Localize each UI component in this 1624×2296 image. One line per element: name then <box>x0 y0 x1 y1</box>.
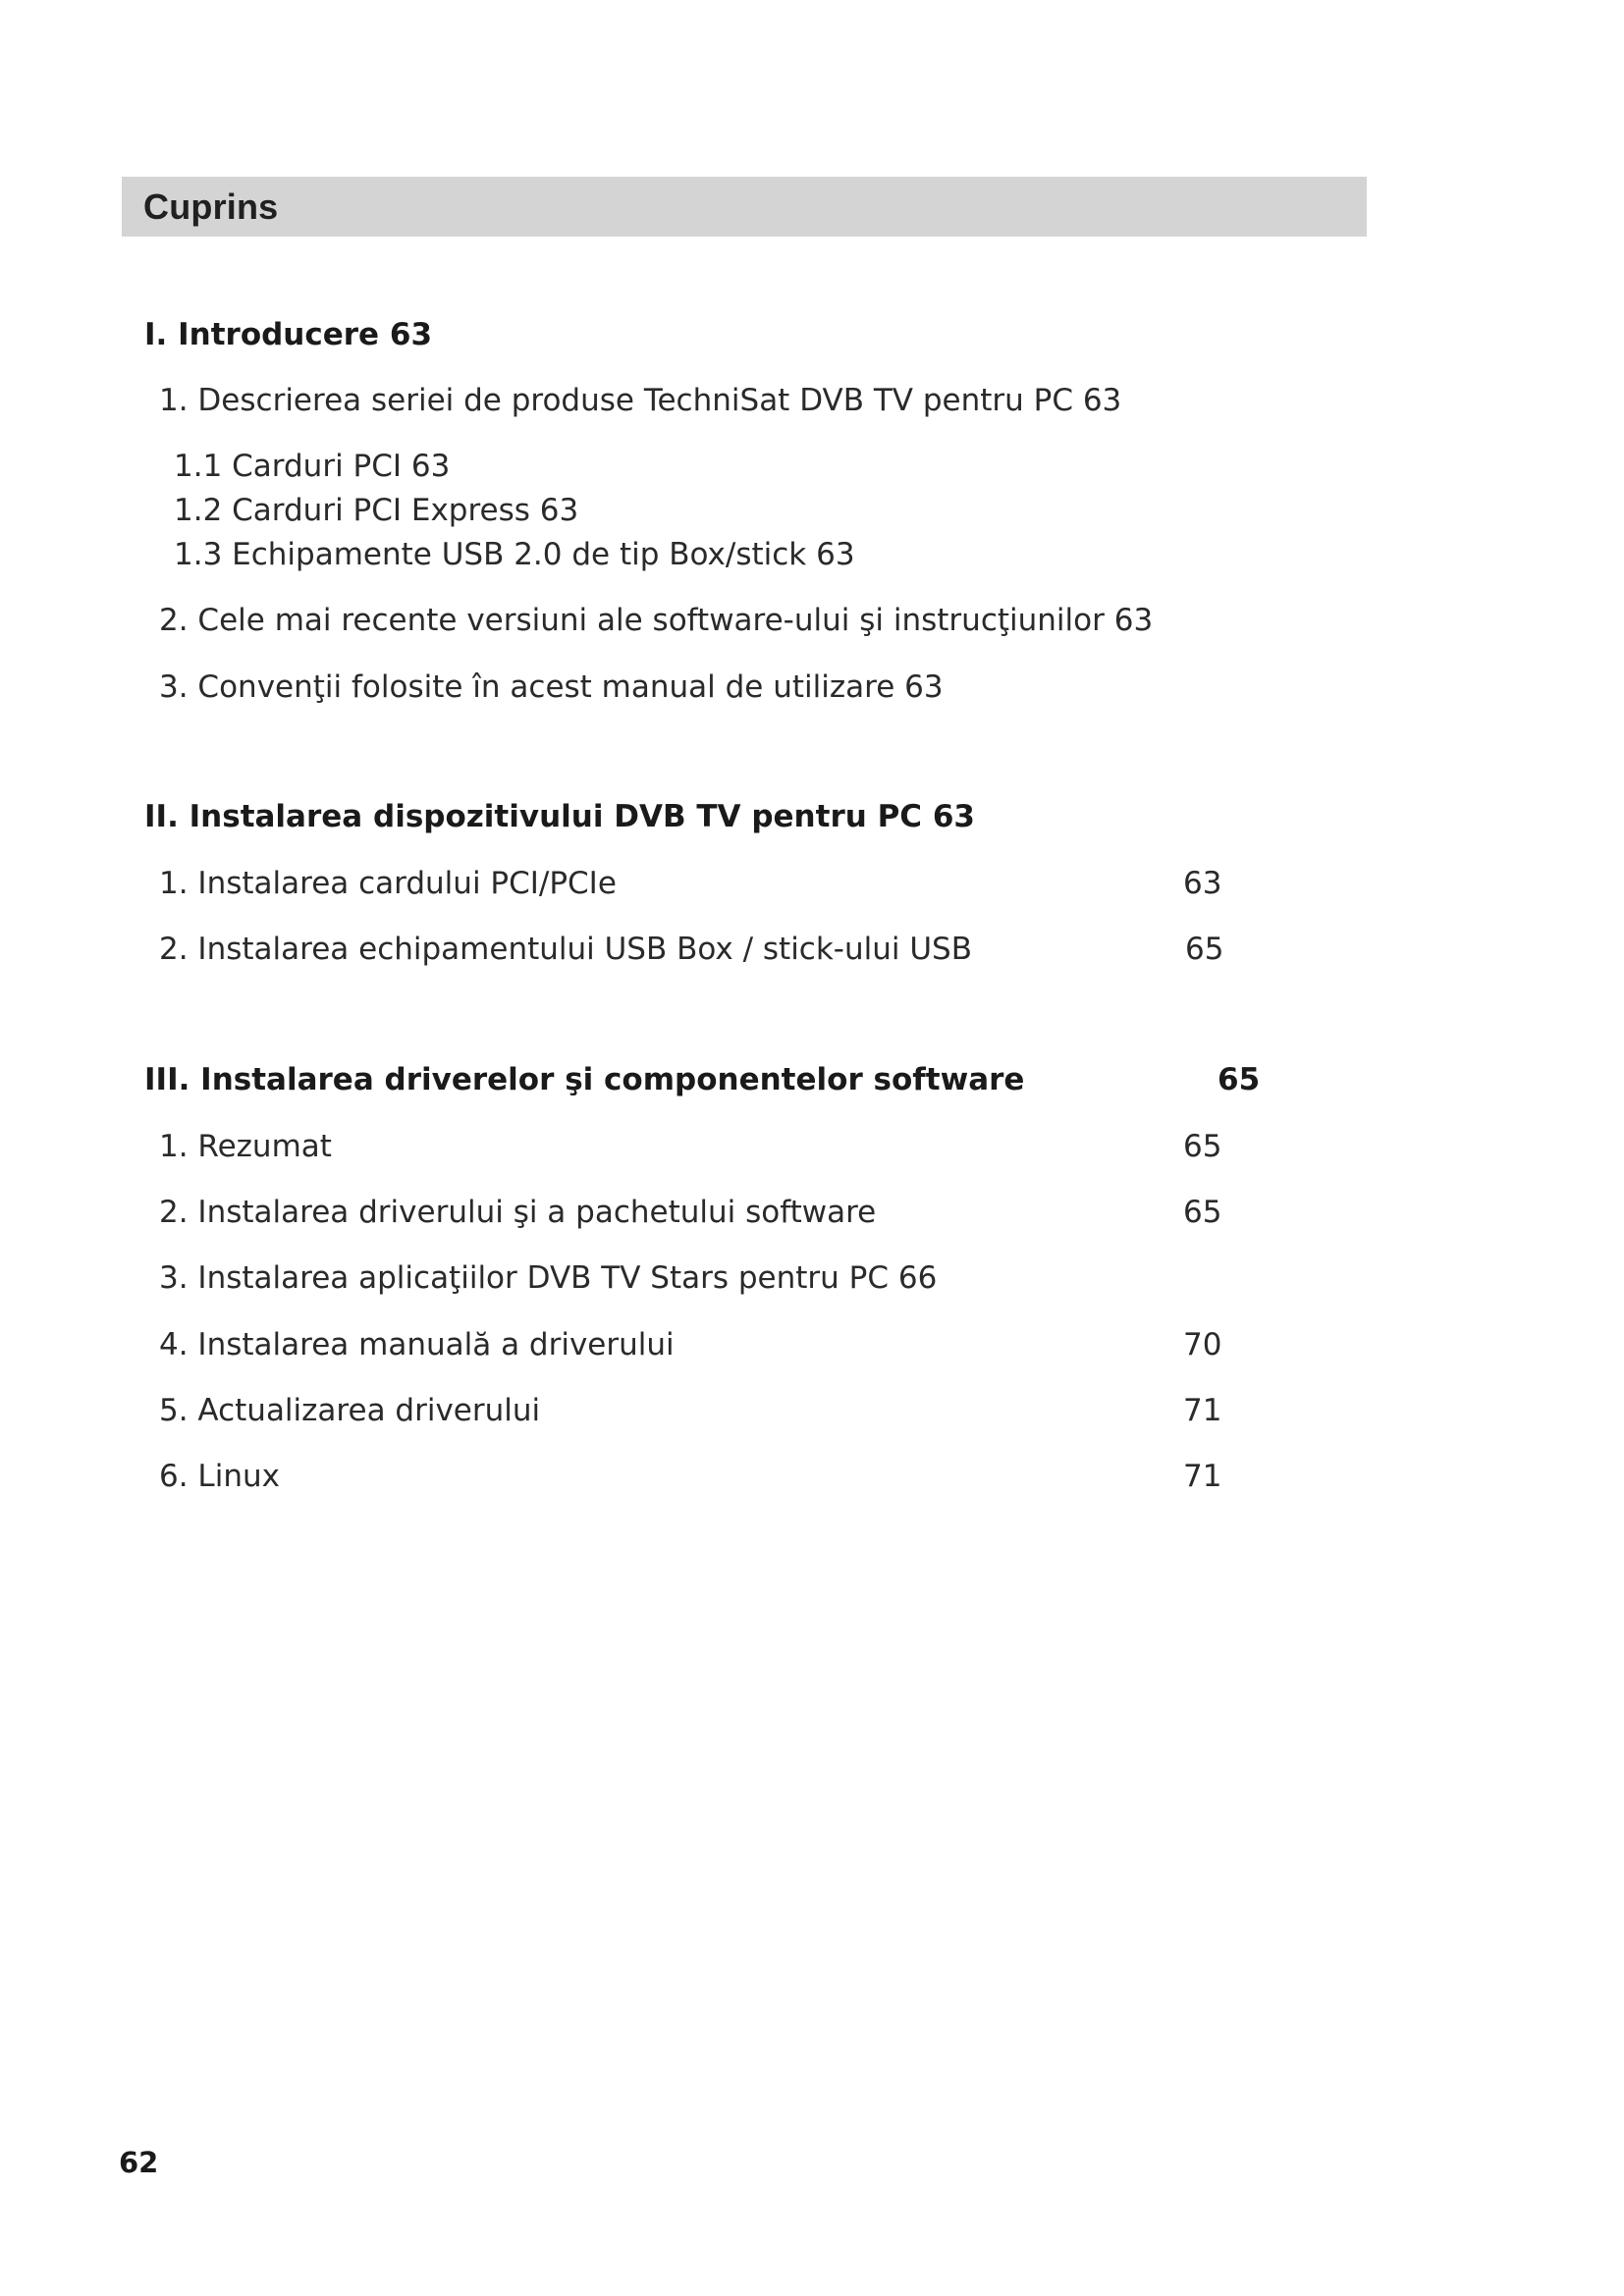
toc-item-instalarea-usb-box[interactable]: 2. Instalarea echipamentului USB Box / stick-ului USB <box>159 932 972 967</box>
toc-page-number: 65 <box>1218 1062 1261 1097</box>
toc-section-instalarea-dispozitivului[interactable]: II. Instalarea dispozitivului DVB TV pentru PC 63 <box>144 799 975 834</box>
page-folio: 62 <box>119 2146 159 2179</box>
toc-page-number: 63 <box>1183 866 1222 901</box>
toc-page-number: 71 <box>1183 1459 1222 1494</box>
toc-item-instalarea-aplicatiilor[interactable]: 3. Instalarea aplicaţiilor DVB TV Stars pentru PC 66 <box>159 1260 938 1296</box>
toc-item-rezumat[interactable]: 1. Rezumat <box>159 1129 332 1164</box>
toc-item-carduri-pci-express[interactable]: 1.2 Carduri PCI Express 63 <box>174 493 579 528</box>
toc-item-carduri-pci[interactable]: 1.1 Carduri PCI 63 <box>174 449 451 484</box>
toc-section-introducere[interactable]: I. Introducere 63 <box>144 317 433 352</box>
page-title: Cuprins <box>143 187 279 227</box>
toc-section-instalarea-driverelor[interactable]: III. Instalarea driverelor şi componentelor software <box>144 1062 1025 1097</box>
toc-item-echipamente-usb[interactable]: 1.3 Echipamente USB 2.0 de tip Box/stick 63 <box>174 537 855 572</box>
toc-page-number: 70 <box>1183 1327 1222 1362</box>
toc-item-instalarea-driverului[interactable]: 2. Instalarea driverului şi a pachetului software <box>159 1195 877 1230</box>
toc-item-versiuni-software[interactable]: 2. Cele mai recente versiuni ale software-ului şi instrucţiunilor 63 <box>159 603 1154 638</box>
toc-page-number: 65 <box>1183 1195 1222 1230</box>
toc-page-number: 71 <box>1183 1393 1222 1428</box>
toc-item-actualizarea-driverului[interactable]: 5. Actualizarea driverului <box>159 1393 541 1428</box>
title-bar <box>122 177 1367 237</box>
toc-item-linux[interactable]: 6. Linux <box>159 1459 280 1494</box>
toc-item-conventii[interactable]: 3. Convenţii folosite în acest manual de utilizare 63 <box>159 669 944 705</box>
toc-page-number: 65 <box>1183 1129 1222 1164</box>
toc-item-descrierea-seriei[interactable]: 1. Descrierea seriei de produse TechniSat DVB TV pentru PC 63 <box>159 383 1122 418</box>
toc-item-instalarea-cardului[interactable]: 1. Instalarea cardului PCI/PCIe <box>159 866 617 901</box>
toc-page-number: 65 <box>1185 932 1224 967</box>
toc-item-instalarea-manuala[interactable]: 4. Instalarea manuală a driverului <box>159 1327 675 1362</box>
